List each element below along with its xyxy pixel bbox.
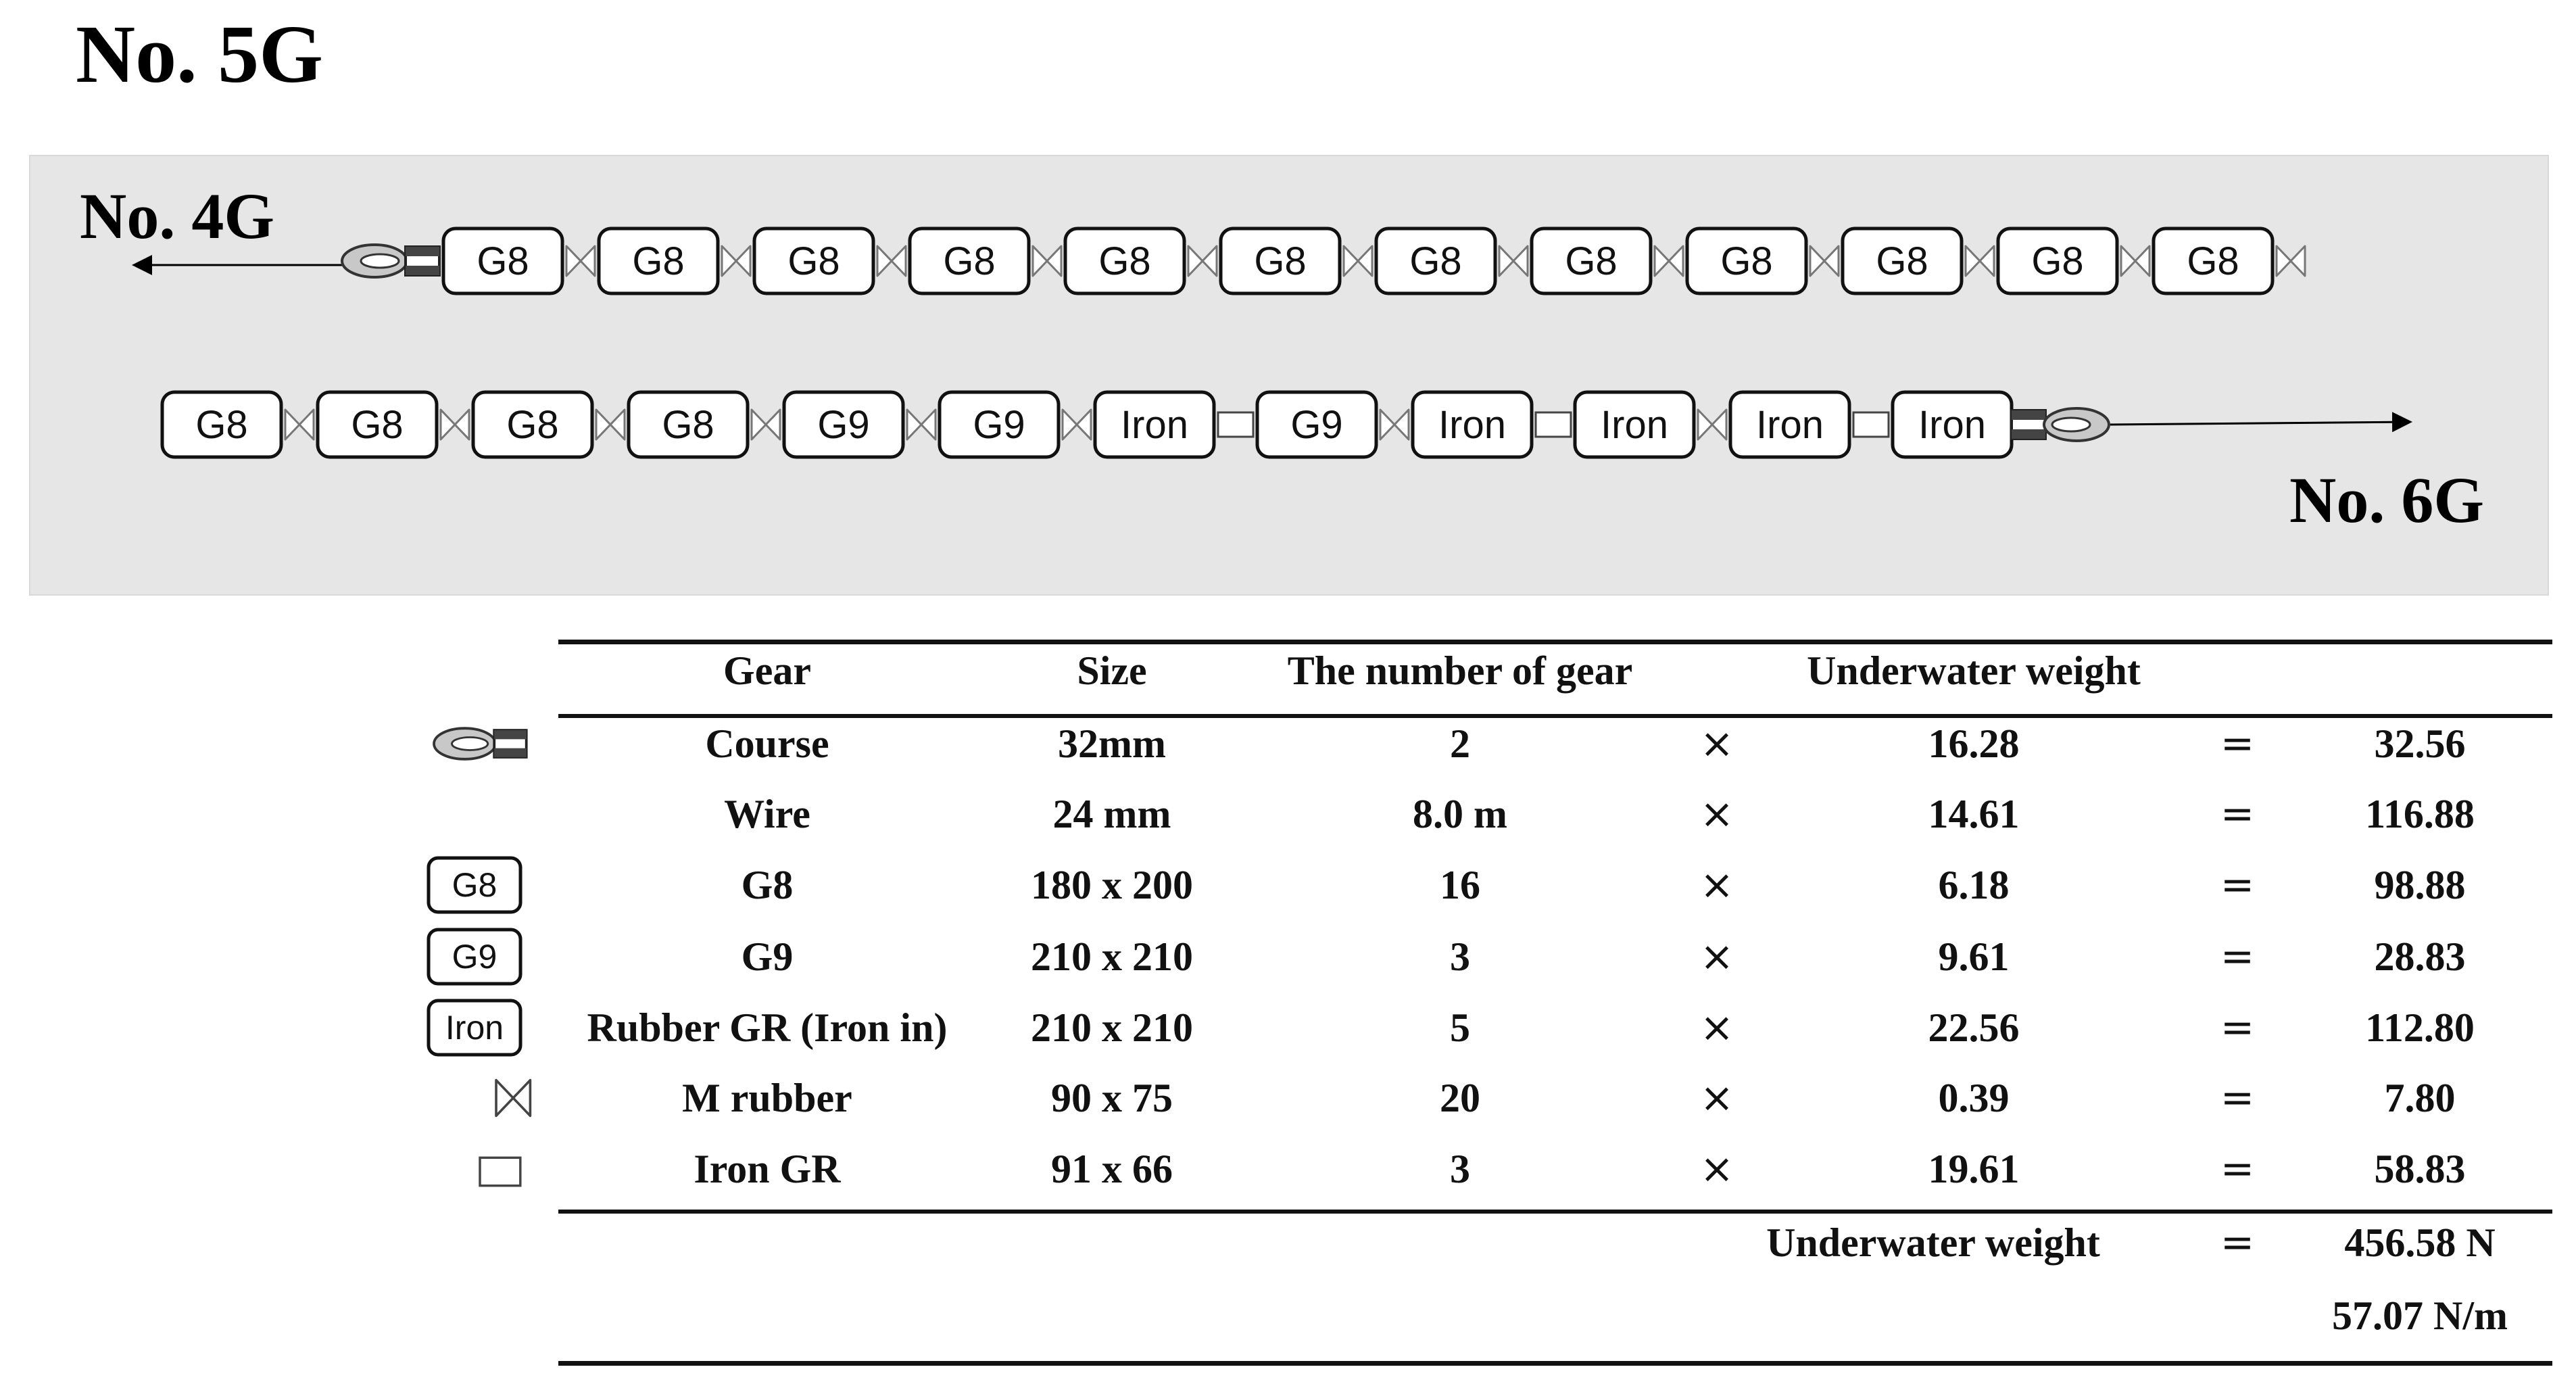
m-rubber-icon [426, 1066, 541, 1133]
cell-count: 20 [1440, 1076, 1480, 1120]
cell-size: 91 x 66 [1051, 1147, 1173, 1191]
iron-gr-r2-8 [1536, 412, 1571, 437]
cell-count: 8.0 m [1413, 792, 1507, 836]
svg-text:Iron: Iron [1918, 403, 1986, 447]
iron-gr-legend [480, 1157, 520, 1185]
cell-eq: = [2220, 1074, 2255, 1122]
cell-weight: 19.61 [1928, 1147, 2020, 1191]
header-count: The number of gear [1287, 648, 1633, 693]
svg-text:Iron: Iron [1438, 403, 1506, 447]
chain-gear-r1-5 [1221, 229, 1340, 293]
cell-size: 90 x 75 [1051, 1076, 1173, 1120]
cell-eq: = [2220, 720, 2255, 767]
header-size: Size [1077, 648, 1147, 693]
chain-gear-r1-9 [1843, 229, 1962, 293]
cell-weight: 6.18 [1938, 863, 2010, 907]
chain-gear-r2-8 [1413, 392, 1532, 457]
chain-gear-r2-3 [629, 392, 748, 457]
cell-gear: Course [705, 721, 829, 766]
cell-eq: = [2220, 1145, 2255, 1193]
iron-icon [426, 995, 541, 1063]
cell-weight: 22.56 [1928, 1005, 2020, 1050]
cell-size: 24 mm [1052, 792, 1171, 836]
chain-gear-r2-6 [1095, 392, 1214, 457]
svg-text:G8: G8 [506, 403, 559, 447]
cell-size: 210 x 210 [1031, 1005, 1193, 1050]
svg-text:Iron: Iron [1121, 403, 1188, 447]
iron-gr-r2-6 [1218, 412, 1253, 437]
chain-gear-r1-11 [2154, 229, 2273, 293]
header-gear: Gear [723, 648, 811, 693]
svg-text:G8: G8 [662, 403, 714, 447]
svg-text:G8: G8 [787, 239, 840, 283]
iron-gr-r2-10 [1853, 412, 1889, 437]
chain-gear-r2-7 [1257, 392, 1376, 457]
cell-gear: M rubber [682, 1076, 852, 1120]
chain-gear-r1-0 [443, 229, 562, 293]
cell-op: × [1699, 790, 1734, 838]
cell-gear: Rubber GR (Iron in) [587, 1005, 948, 1050]
g8-icon [426, 853, 541, 920]
course-legend [434, 728, 527, 759]
cell-weight: 0.39 [1938, 1076, 2010, 1120]
cell-count: 5 [1450, 1005, 1470, 1050]
chain-gear-r2-4 [784, 392, 903, 457]
m-rubber-legend [496, 1080, 530, 1116]
cell-op: × [1699, 1074, 1734, 1122]
svg-text:G8: G8 [943, 239, 996, 283]
svg-text:G8: G8 [1876, 239, 1928, 283]
chain-gear-r1-3 [910, 229, 1029, 293]
chain-gear-r2-1 [318, 392, 437, 457]
table-body-rule [558, 1210, 2552, 1214]
chain-gear-r2-9 [1575, 392, 1694, 457]
svg-text:G8: G8 [195, 403, 248, 447]
svg-text:G9: G9 [452, 938, 497, 976]
chain-gear-r2-0 [162, 392, 281, 457]
chain-gear-r1-1 [599, 229, 718, 293]
chain-gear-r2-5 [940, 392, 1059, 457]
chain-gear-r1-10 [1998, 229, 2117, 293]
svg-text:G8: G8 [1565, 239, 1618, 283]
cell-eq: = [2220, 933, 2255, 980]
cell-count: 3 [1450, 1147, 1470, 1191]
course-right [2012, 408, 2109, 441]
svg-text:G8: G8 [1098, 239, 1151, 283]
cell-total: 58.83 [2374, 1147, 2466, 1191]
cell-gear: Wire [724, 792, 810, 836]
cell-size: 210 x 210 [1031, 934, 1193, 979]
svg-text:G8: G8 [1720, 239, 1773, 283]
svg-text:G8: G8 [452, 866, 497, 904]
chain-gear-r1-6 [1376, 229, 1495, 293]
cell-total: 28.83 [2374, 934, 2466, 979]
cell-size: 32mm [1058, 721, 1166, 766]
summary-total: 456.58 N [2344, 1220, 2496, 1265]
svg-text:G9: G9 [817, 403, 870, 447]
course-left [342, 245, 439, 277]
cell-total: 98.88 [2374, 863, 2466, 907]
header-weight: Underwater weight [1807, 648, 2141, 693]
cell-op: × [1699, 1004, 1734, 1051]
cell-total: 116.88 [2365, 792, 2475, 836]
svg-text:Iron: Iron [1601, 403, 1668, 447]
cell-count: 16 [1440, 863, 1480, 907]
cell-eq: = [2220, 1004, 2255, 1051]
iron-gr-icon [426, 1137, 541, 1204]
cell-eq: = [2220, 790, 2255, 838]
chain-gear-r2-2 [473, 392, 592, 457]
chain-gear-r1-4 [1065, 229, 1184, 293]
chain-gear-r1-8 [1687, 229, 1806, 293]
svg-text:G8: G8 [2187, 239, 2239, 283]
cell-gear: G9 [741, 934, 794, 979]
g9-icon [426, 924, 541, 992]
summary-equals: = [2220, 1219, 2255, 1266]
course-icon [426, 711, 541, 779]
chain-gear-r2-11 [1893, 392, 2012, 457]
svg-text:G8: G8 [477, 239, 529, 283]
cell-gear: Iron GR [694, 1147, 841, 1191]
table-bottom-rule [558, 1361, 2552, 1366]
table-top-rule [558, 640, 2552, 644]
chain-gear-r1-2 [754, 229, 873, 293]
cell-op: × [1699, 1145, 1734, 1193]
svg-text:G9: G9 [973, 403, 1025, 447]
svg-text:G8: G8 [1254, 239, 1307, 283]
table-header-rule [558, 714, 2552, 718]
cell-count: 2 [1450, 721, 1470, 766]
chain-gear-r2-10 [1730, 392, 1849, 457]
summary-label: Underwater weight [1766, 1220, 2100, 1265]
cell-weight: 9.61 [1938, 934, 2010, 979]
cell-gear: G8 [741, 863, 794, 907]
svg-text:G8: G8 [632, 239, 685, 283]
cell-weight: 16.28 [1928, 721, 2020, 766]
left-station-label: No. 4G [80, 180, 274, 252]
cell-op: × [1699, 720, 1734, 767]
cell-total: 7.80 [2384, 1076, 2456, 1120]
cell-total: 112.80 [2365, 1005, 2475, 1050]
page-title: No. 5G [76, 9, 323, 100]
svg-text:Iron: Iron [445, 1009, 504, 1047]
right-station-label: No. 6G [2289, 464, 2484, 536]
cell-count: 3 [1450, 934, 1470, 979]
cell-op: × [1699, 861, 1734, 909]
cell-size: 180 x 200 [1031, 863, 1193, 907]
chain-gear-r1-7 [1532, 229, 1651, 293]
cell-op: × [1699, 933, 1734, 980]
svg-text:Iron: Iron [1756, 403, 1824, 447]
cell-eq: = [2220, 861, 2255, 909]
svg-text:G8: G8 [351, 403, 404, 447]
per-meter-value: 57.07 N/m [2332, 1293, 2508, 1338]
cell-total: 32.56 [2374, 721, 2466, 766]
svg-text:G8: G8 [2031, 239, 2084, 283]
svg-text:G8: G8 [1409, 239, 1462, 283]
diagram-panel [30, 156, 2548, 595]
cell-weight: 14.61 [1928, 792, 2020, 836]
svg-text:G9: G9 [1290, 403, 1343, 447]
